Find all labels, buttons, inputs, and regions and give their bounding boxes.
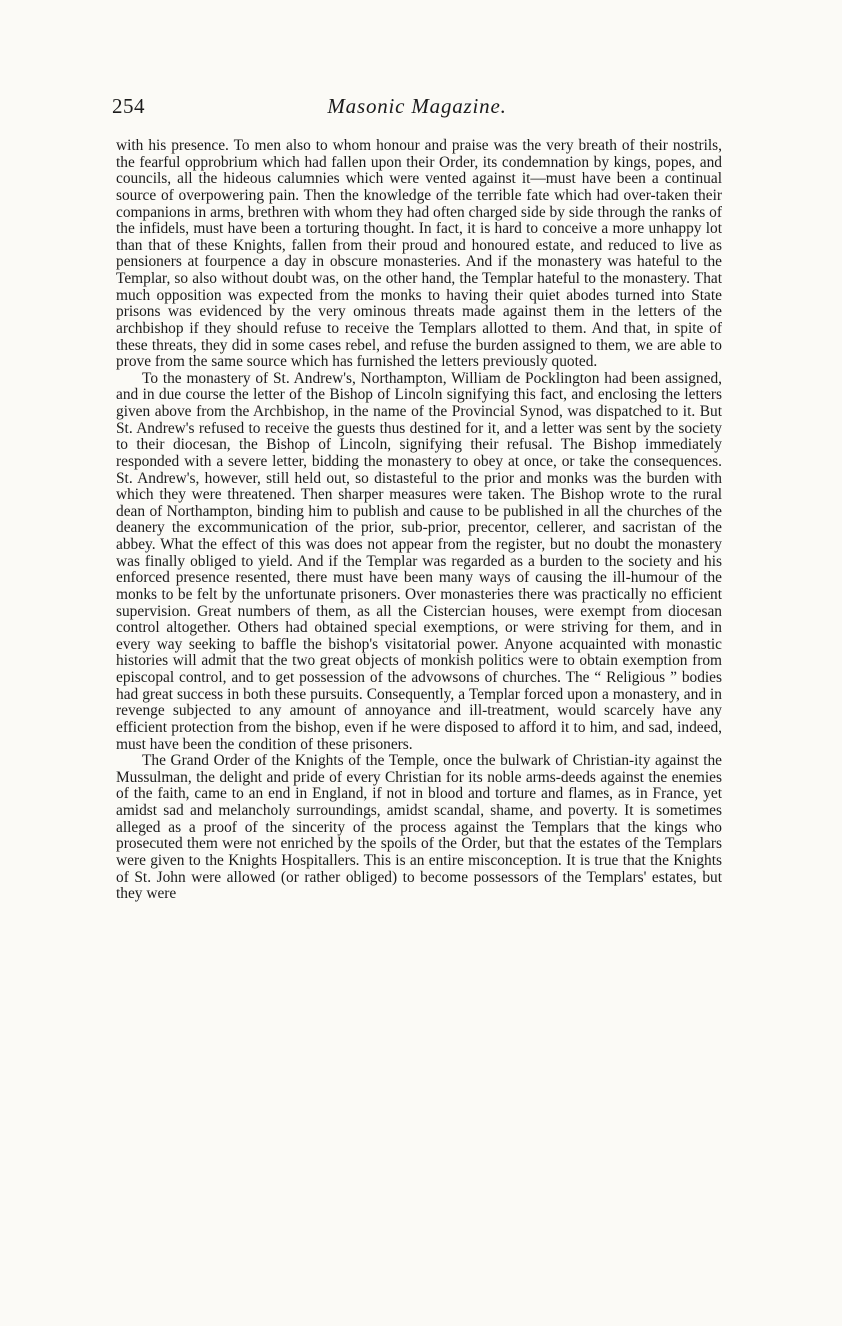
article-body <box>116 138 722 903</box>
paragraph-3: The Grand Order of the Knights of the Temple, once the bulwark of Christian-ity against the Mussulman, the delight and pride of every Christian for its noble arms-deeds against the enemies of the faith, came to an end in England, if not in blood and torture and flames, as in France, yet amidst sad and melancholy surroundings, amidst scandal, shame, and poverty. It is sometimes alleged as a proof of the sincerity of the process against the Templars that the kings who prosecuted them were not enriched by the spoils of the Order, but that the estates of the Templars were given to the Knights Hospitallers. This is an entire misconception. It is true that the Knights of St. John were allowed (or rather obliged) to become possessors of the Templars' estates, but they were <box>116 752 722 903</box>
running-title: Masonic Magazine. <box>327 94 507 118</box>
paragraph-1: with his presence. To men also to whom honour and praise was the very breath of their nostrils, the fearful opprobrium which had fallen upon their Order, its condemnation by kings, popes, and councils, all the hideous calumnies which were vented against it—must have been a continual source of overpowering pain. Then the knowledge of the terrible fate which had over-taken their companions in arms, brethren with whom they had often charged side by side through the ranks of the infidels, must have been a torturing thought. In fact, it is hard to conceive a more unhappy lot than that of these Knights, fallen from their proud and honoured estate, and reduced to live as pensioners at fourpence a day in obscure monasteries. And if the monastery was hateful to the Templar, so also without doubt was, on the other hand, the Templar hateful to the monastery. That much opposition was expected from the monks to having their quiet abodes turned into State prisons was evidenced by the very ominous threats made against them in the letters of the archbishop if they should refuse to receive the Templars allotted to them. And that, in spite of these threats, they did in some cases rebel, and refuse the burden assigned to them, we are able to prove from the same source which has furnished the letters previously quoted. <box>116 137 722 371</box>
page-header <box>112 92 722 122</box>
page-number: 254 <box>112 94 145 118</box>
paragraph-2: To the monastery of St. Andrew's, Northampton, William de Pocklington had been assigned, and in due course the letter of the Bishop of Lincoln signifying this fact, and enclosing the letters given above from the Archbishop, in the name of the Provincial Synod, was dispatched to it. But St. Andrew's refused to receive the guests thus destined for it, and a letter was sent by the society to their diocesan, the Bishop of Lincoln, signifying their refusal. The Bishop immediately responded with a severe letter, bidding the monastery to obey at once, or take the consequences. St. Andrew's, however, still held out, so distasteful to the prior and monks was the burden with which they were threatened. Then sharper measures were taken. The Bishop wrote to the rural dean of Northampton, binding him to publish and cause to be published in all the churches of the deanery the excommunication of the prior, sub-prior, precentor, cellerer, and sacristan of the abbey. What the effect of this was does not appear from the register, but no doubt the monastery was finally obliged to yield. And if the Templar was regarded as a burden to the society and his enforced presence resented, there must have been many ways of causing the ill-humour of the monks to be felt by the unfortunate prisoners. Over monasteries there was practically no efficient supervision. Great numbers of them, as all the Cistercian houses, were exempt from diocesan control altogether. Others had obtained special exemptions, or were striving for them, and in every way seeking to baffle the bishop's visitatorial power. Anyone acquainted with monastic histories will admit that the two great objects of monkish politics were to obtain exemption from episcopal control, and to get possession of the advowsons of churches. The “ Religious ” bodies had great success in both these pursuits. Consequently, a Templar forced upon a monastery, and in revenge subjected to any amount of annoyance and ill-treatment, would scarcely have any efficient protection from the bishop, even if he were disposed to afford it to him, and sad, indeed, must have been the condition of these prisoners. <box>116 369 722 753</box>
